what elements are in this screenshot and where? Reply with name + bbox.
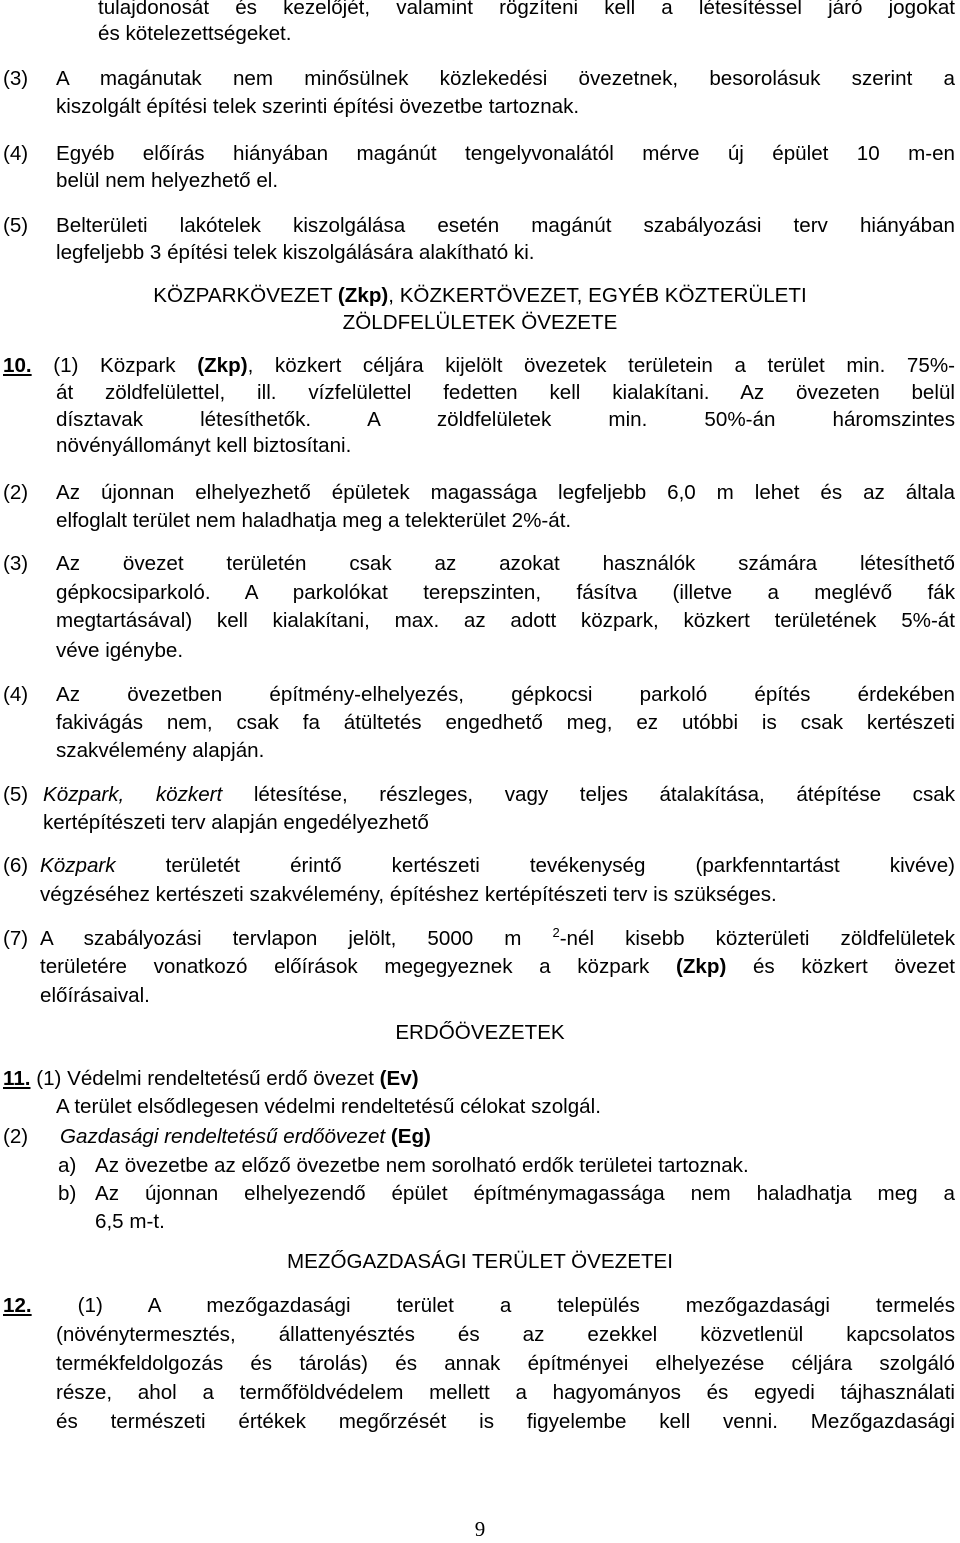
text-line: tulajdonosát és kezelőjét, valamint rögzíteni kell a létesítéssel járó jogokat bbox=[98, 0, 955, 19]
text-line: 6,5 m-t. bbox=[95, 1210, 165, 1233]
text-line bbox=[3, 1066, 419, 1092]
text-line: és természeti értékek megőrzését is figyelembe kell venni. Mezőgazdasági bbox=[56, 1410, 955, 1433]
section-heading: ZÖLDFELÜLETEK ÖVEZETE bbox=[342, 311, 618, 334]
text-line: belül nem helyezhető el. bbox=[56, 169, 279, 192]
section-heading: ERDŐÖVEZETEK bbox=[395, 1021, 565, 1044]
text-line: és kötelezettségeket. bbox=[98, 22, 292, 45]
zone-code: (Eg) bbox=[390, 1125, 431, 1148]
text-line: dísztavak létesíthetők. A zöldfelületek min. 50%-án háromszintes bbox=[56, 408, 955, 431]
text-part: -nél kisebb közterületi zöldfelületek bbox=[559, 927, 956, 950]
heading-part: KÖZPARKÖVEZET bbox=[153, 284, 338, 307]
text-part: és közkert övezet bbox=[726, 955, 955, 978]
text-line: előírásaival. bbox=[40, 984, 150, 1007]
text-part: területére vonatkozó előírások megegyeznek a közpark bbox=[40, 955, 676, 978]
text-line: A terület elsődlegesen védelmi rendeltetésű célokat szolgál. bbox=[56, 1095, 601, 1118]
text-line: Az újonnan elhelyezendő épület építménymagassága nem haladhatja meg a bbox=[95, 1182, 955, 1205]
text-part: területét érintő kertészeti tevékenység (parkfenntartást kivéve) bbox=[115, 854, 955, 877]
text-part: A szabályozási tervlapon jelölt, 5000 m bbox=[40, 927, 553, 950]
text-part: (1) A mezőgazdasági terület a település mezőgazdasági termelés bbox=[31, 1294, 955, 1317]
text-part: létesítése, részleges, vagy teljes átalakítása, átépítése csak bbox=[222, 783, 955, 806]
heading-code: (Zkp) bbox=[337, 284, 389, 307]
section-number: 12. bbox=[3, 1294, 32, 1317]
text-line bbox=[43, 782, 955, 808]
text-line: Az övezetben építmény-elhelyezés, gépkocsi parkoló építés érdekében bbox=[56, 683, 955, 706]
text-line: véve igénybe. bbox=[56, 639, 184, 662]
text-line bbox=[40, 926, 955, 952]
section-heading bbox=[0, 283, 960, 309]
text-line: (növénytermesztés, állattenyésztés és az ezekkel közvetlenül kapcsolatos bbox=[56, 1323, 955, 1346]
text-line: végzéséhez kertészeti szakvélemény, építéshez kertépítészeti terv is szükséges. bbox=[40, 883, 777, 906]
text-line: kiszolgált építési telek szerinti építési övezetbe tartoznak. bbox=[56, 95, 580, 118]
text-line: A magánutak nem minősülnek közlekedési övezetnek, besorolásuk szerint a bbox=[56, 67, 955, 90]
italic-term: Közpark, közkert bbox=[43, 783, 223, 806]
text-line: gépkocsiparkoló. A parkolókat terepszinten, fásítva (illetve a meglévő fák bbox=[56, 581, 955, 604]
text-line bbox=[40, 954, 955, 980]
paragraph-marker: (5) bbox=[3, 783, 29, 806]
text-part: , közkert céljára kijelölt övezetek területein a terület min. 75%- bbox=[247, 354, 955, 377]
paragraph-marker: (3) bbox=[3, 67, 29, 90]
text-line bbox=[3, 1293, 955, 1319]
text-line: megtartásával) kell kialakítani, max. az adott közpark, közkert területének 5%-át bbox=[56, 609, 955, 632]
text-line: Egyéb előírás hiányában magánút tengelyvonalától mérve új épület 10 m-en bbox=[56, 142, 955, 165]
text-part: (1) Közpark bbox=[31, 354, 198, 377]
text-line: szakvélemény alapján. bbox=[56, 739, 265, 762]
section-heading: MEZŐGAZDASÁGI TERÜLET ÖVEZETEI bbox=[286, 1250, 673, 1273]
italic-term: Gazdasági rendeltetésű erdőövezet bbox=[60, 1125, 386, 1148]
page-number: 9 bbox=[474, 1517, 486, 1541]
text-line: termékfeldolgozás és tárolás) és annak építményei elhelyezése céljára szolgáló bbox=[56, 1352, 955, 1375]
text-line bbox=[3, 353, 955, 379]
paragraph-marker: (6) bbox=[3, 854, 29, 877]
paragraph-marker: (3) bbox=[3, 552, 29, 575]
text-line: Az újonnan elhelyezhető épületek magassága legfeljebb 6,0 m lehet és az általa bbox=[56, 481, 955, 504]
heading-part: , KÖZKERTÖVEZET, EGYÉB KÖZTERÜLETI bbox=[388, 284, 807, 307]
zone-code: (Zkp) bbox=[197, 354, 248, 377]
text-line: növényállományt kell biztosítani. bbox=[56, 434, 352, 457]
paragraph-marker: (7) bbox=[3, 927, 29, 950]
paragraph-marker: (2) bbox=[3, 1125, 29, 1148]
text-line: elfoglalt terület nem haladhatja meg a telekterület 2%-át. bbox=[56, 509, 572, 532]
list-marker: b) bbox=[58, 1182, 77, 1205]
text-line bbox=[60, 1124, 431, 1150]
zone-code: (Ev) bbox=[379, 1067, 419, 1090]
italic-term: Közpark bbox=[40, 854, 116, 877]
text-line: kertépítészeti terv alapján engedélyezhető bbox=[43, 811, 429, 834]
paragraph-marker: (4) bbox=[3, 142, 29, 165]
text-line: át zöldfelülettel, ill. vízfelülettel fedetten kell kialakítani. Az övezeten belül bbox=[56, 381, 955, 404]
section-number: 10. bbox=[3, 354, 32, 377]
paragraph-marker: (2) bbox=[3, 481, 29, 504]
text-line: Belterületi lakótelek kiszolgálása esetén magánút szabályozási terv hiányában bbox=[56, 214, 955, 237]
text-line: legfeljebb 3 építési telek kiszolgálására alakítható ki. bbox=[56, 241, 535, 264]
paragraph-marker: (5) bbox=[3, 214, 29, 237]
text-part: (1) Védelmi rendeltetésű erdő övezet bbox=[30, 1067, 380, 1090]
paragraph-marker: (4) bbox=[3, 683, 29, 706]
text-line: Az övezet területén csak az azokat használók számára létesíthető bbox=[56, 552, 955, 575]
text-line: része, ahol a termőföldvédelem mellett a hagyományos és egyedi tájhasználati bbox=[56, 1381, 955, 1404]
section-number: 11. bbox=[3, 1067, 31, 1090]
text-line bbox=[40, 853, 955, 879]
superscript: 2 bbox=[552, 925, 560, 940]
text-line: Az övezetbe az előző övezetbe nem sorolható erdők területei tartoznak. bbox=[95, 1154, 749, 1177]
text-line: fakivágás nem, csak fa átültetés engedhető meg, ez utóbbi is csak kertészeti bbox=[56, 711, 955, 734]
zone-code: (Zkp) bbox=[675, 955, 727, 978]
list-marker: a) bbox=[58, 1154, 77, 1177]
